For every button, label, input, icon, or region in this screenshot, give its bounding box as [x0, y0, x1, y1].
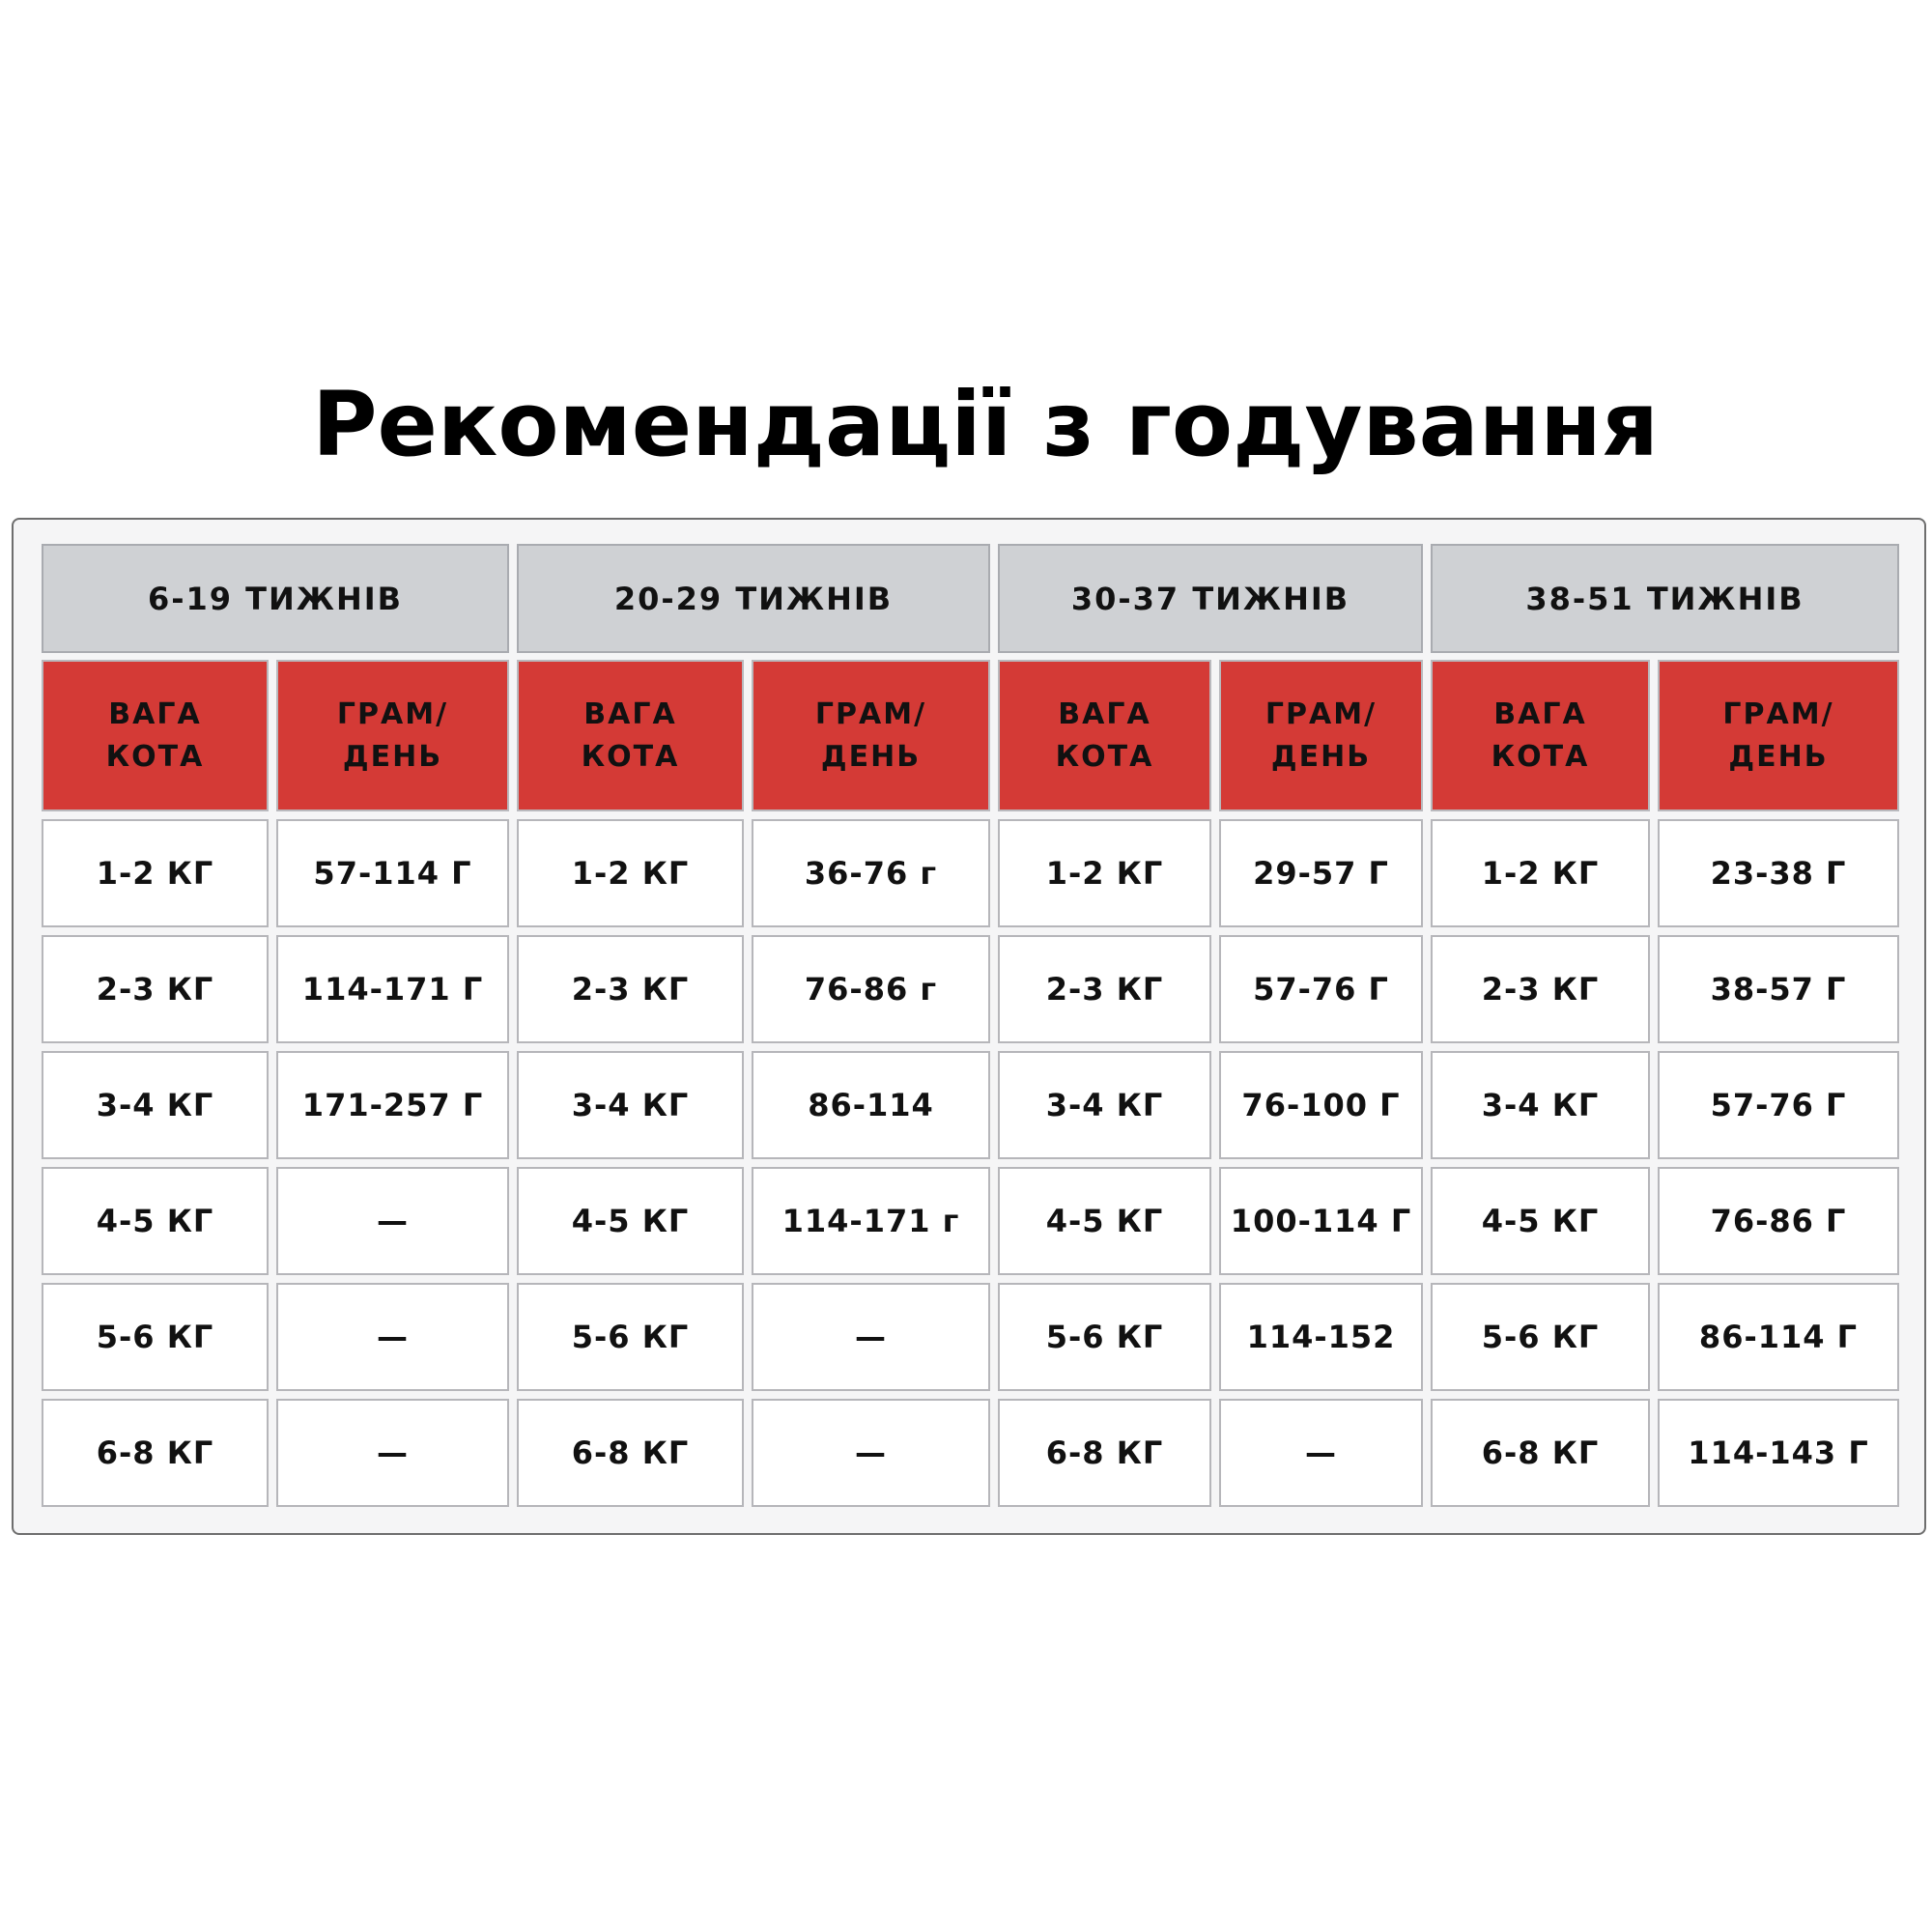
weight-cell: 4-5 КГ	[42, 1167, 269, 1275]
weight-cell: 1-2 КГ	[517, 819, 744, 927]
amount-cell: 86-114	[752, 1051, 990, 1159]
weight-cell: 1-2 КГ	[1431, 819, 1650, 927]
amount-header: ГРАМ/ ДЕНЬ	[752, 660, 990, 811]
weight-cell: 2-3 КГ	[1431, 935, 1650, 1043]
weight-cell: 6-8 КГ	[517, 1399, 744, 1507]
amount-cell: —	[276, 1399, 509, 1507]
amount-cell: 57-114 Г	[276, 819, 509, 927]
amount-cell: 114-171 г	[752, 1167, 990, 1275]
weight-cell: 3-4 КГ	[42, 1051, 269, 1159]
weight-cell: 4-5 КГ	[998, 1167, 1211, 1275]
weight-cell: 1-2 КГ	[998, 819, 1211, 927]
amount-cell: 38-57 Г	[1658, 935, 1899, 1043]
weight-cell: 5-6 КГ	[517, 1283, 744, 1391]
amount-cell: —	[276, 1283, 509, 1391]
amount-cell: —	[752, 1283, 990, 1391]
weight-header: ВАГА КОТА	[42, 660, 269, 811]
amount-cell: 57-76 Г	[1658, 1051, 1899, 1159]
amount-cell: 23-38 Г	[1658, 819, 1899, 927]
weight-header: ВАГА КОТА	[998, 660, 1211, 811]
amount-header: ГРАМ/ ДЕНЬ	[276, 660, 509, 811]
amount-cell: —	[752, 1399, 990, 1507]
weight-cell: 3-4 КГ	[998, 1051, 1211, 1159]
amount-cell: 100-114 Г	[1219, 1167, 1423, 1275]
amount-cell: 36-76 г	[752, 819, 990, 927]
amount-cell: 114-171 Г	[276, 935, 509, 1043]
feeding-table	[12, 518, 1926, 1535]
amount-header: ГРАМ/ ДЕНЬ	[1658, 660, 1899, 811]
weight-cell: 5-6 КГ	[1431, 1283, 1650, 1391]
period-header-30-37: 30-37 ТИЖНІВ	[998, 544, 1423, 653]
weight-cell: 6-8 КГ	[998, 1399, 1211, 1507]
weight-cell: 1-2 КГ	[42, 819, 269, 927]
amount-cell: 57-76 Г	[1219, 935, 1423, 1043]
amount-cell: —	[276, 1167, 509, 1275]
amount-header: ГРАМ/ ДЕНЬ	[1219, 660, 1423, 811]
weight-cell: 4-5 КГ	[1431, 1167, 1650, 1275]
weight-cell: 3-4 КГ	[1431, 1051, 1650, 1159]
amount-cell: 76-86 г	[752, 935, 990, 1043]
weight-header: ВАГА КОТА	[1431, 660, 1650, 811]
page-title: Рекомендації з годування	[312, 373, 1659, 476]
weight-cell: 2-3 КГ	[998, 935, 1211, 1043]
amount-cell: 86-114 Г	[1658, 1283, 1899, 1391]
weight-cell: 5-6 КГ	[42, 1283, 269, 1391]
period-header-38-51: 38-51 ТИЖНІВ	[1431, 544, 1899, 653]
weight-cell: 2-3 КГ	[517, 935, 744, 1043]
period-header-6-19: 6-19 ТИЖНІВ	[42, 544, 509, 653]
amount-cell: 76-86 Г	[1658, 1167, 1899, 1275]
weight-cell: 6-8 КГ	[1431, 1399, 1650, 1507]
weight-header: ВАГА КОТА	[517, 660, 744, 811]
weight-cell: 2-3 КГ	[42, 935, 269, 1043]
weight-cell: 6-8 КГ	[42, 1399, 269, 1507]
weight-cell: 3-4 КГ	[517, 1051, 744, 1159]
amount-cell: 76-100 Г	[1219, 1051, 1423, 1159]
amount-cell: 114-143 Г	[1658, 1399, 1899, 1507]
weight-cell: 4-5 КГ	[517, 1167, 744, 1275]
amount-cell: —	[1219, 1399, 1423, 1507]
amount-cell: 29-57 Г	[1219, 819, 1423, 927]
period-header-20-29: 20-29 ТИЖНІВ	[517, 544, 990, 653]
amount-cell: 171-257 Г	[276, 1051, 509, 1159]
weight-cell: 5-6 КГ	[998, 1283, 1211, 1391]
amount-cell: 114-152	[1219, 1283, 1423, 1391]
